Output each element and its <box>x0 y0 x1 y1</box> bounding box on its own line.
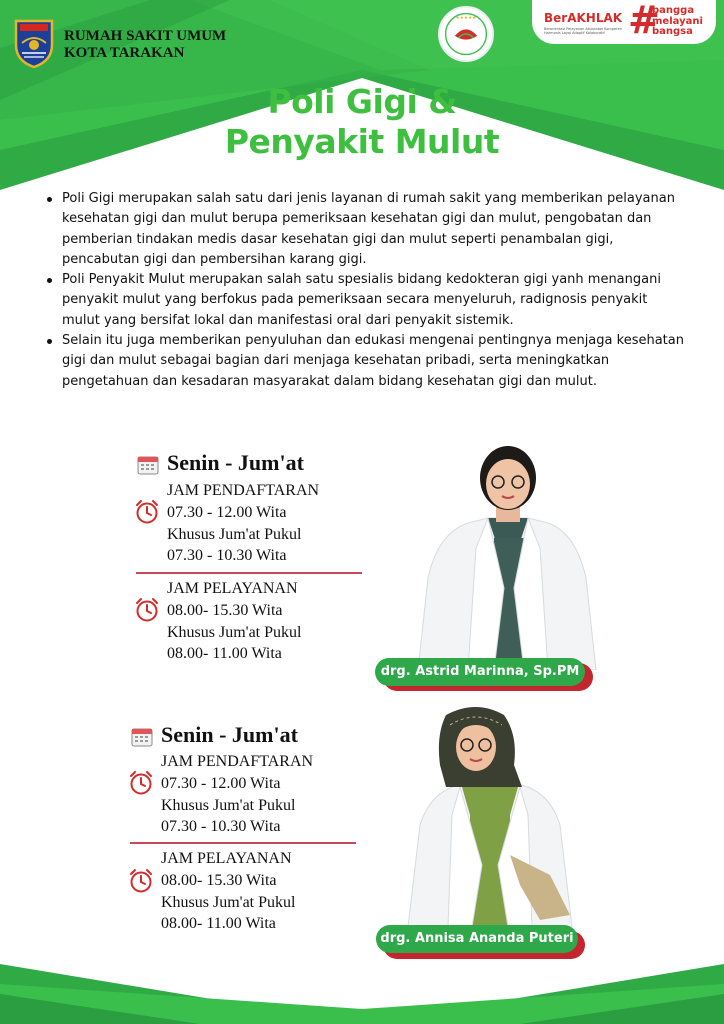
alarm-clock-icon <box>128 868 154 894</box>
service-hours: 08.00- 15.30 Wita <box>167 602 283 619</box>
calendar-icon <box>131 727 153 747</box>
registration-friday-hours: 07.30 - 10.30 Wita <box>161 818 281 835</box>
registration-friday-hours: 07.30 - 10.30 Wita <box>167 547 287 564</box>
tagline-line1: bangga <box>652 5 695 16</box>
registration-label: JAM PENDAFTARAN <box>161 753 314 770</box>
tagline-line2: melayani <box>652 15 703 27</box>
berakhlak-label: BerAKHLAK <box>544 11 623 25</box>
hash-icon: # <box>628 0 660 42</box>
doctor-name-badge: drg. Astrid Marinna, Sp.PM <box>375 658 585 686</box>
page-title <box>0 82 724 162</box>
schedule-day: Senin - Jum'at <box>167 450 304 475</box>
service-friday-hours: 08.00- 11.00 Wita <box>167 645 282 662</box>
hospital-name <box>64 28 226 62</box>
tagline <box>652 6 703 38</box>
service-friday-label: Khusus Jum'at Pukul <box>167 624 302 641</box>
hospital-name-line2: KOTA TARAKAN <box>64 45 185 61</box>
schedule-day: Senin - Jum'at <box>161 722 298 747</box>
calendar-icon <box>137 455 159 475</box>
alarm-clock-icon <box>134 597 160 623</box>
service-friday-hours: 08.00- 11.00 Wita <box>161 915 276 932</box>
schedule-divider <box>130 842 356 844</box>
page-title-line1: Poli Gigi & <box>267 82 457 121</box>
service-friday-label: Khusus Jum'at Pukul <box>161 894 296 911</box>
footer-background <box>0 934 724 1024</box>
registration-hours: 07.30 - 12.00 Wita <box>167 504 287 521</box>
tagline-line3: bangsa <box>652 26 693 37</box>
registration-hours: 07.30 - 12.00 Wita <box>161 775 281 792</box>
doctor-photo <box>390 705 590 927</box>
service-hours: 08.00- 15.30 Wita <box>161 872 277 889</box>
page-title-line2: Penyakit Mulut <box>224 122 500 161</box>
paripurna-accreditation-logo-icon <box>438 6 494 62</box>
tarakan-city-crest-icon <box>12 15 56 69</box>
alarm-clock-icon <box>134 499 160 525</box>
doctor-photo <box>398 438 618 670</box>
berakhlak-subtext: Berorientasi Pelayanan Akuntabel Kompeten Harmonis Loyal Adaptif Kolaboratif <box>544 27 622 35</box>
description-item: Poli Penyakit Mulut merupakan salah satu spesialis bidang kedokteran gigi yanh menangani penyakit mulut yang berfokus pada pemeriksaan secara menyeluruh, radignosis penyakit mulut yang bersifat lokal dan manifestasi oral dari penyakit sistemik. <box>44 270 684 331</box>
doctor-name-badge: drg. Annisa Ananda Puteri <box>376 925 578 953</box>
hospital-name-line1: RUMAH SAKIT UMUM <box>64 28 227 44</box>
svg-text:★★★★★: ★★★★★ <box>455 16 477 22</box>
registration-label: JAM PENDAFTARAN <box>167 482 320 499</box>
schedule-divider <box>136 572 362 574</box>
description-item: Selain itu juga memberikan penyuluhan dan edukasi mengenai pentingnya menjaga kesehatan gigi dan mulut sebagai bagian dari menjaga kesehatan pribadi, serta meningkatkan pengetahuan dan kesadaran masyarakat dalam bidang kesehatan gigi dan mulut. <box>44 331 684 392</box>
description-list <box>44 189 684 392</box>
description-item: Poli Gigi merupakan salah satu dari jenis layanan di rumah sakit yang memberikan pelayanan kesehatan gigi dan mulut berupa pemeriksaan kesehatan gigi dan mulut, pengobatan dan pemberian tindakan medis dasar kesehatan gigi dan mulut seperti penambalan gigi, pencabutan gigi dan pembersihan karang gigi. <box>44 189 684 270</box>
registration-friday-label: Khusus Jum'at Pukul <box>167 526 302 543</box>
registration-friday-label: Khusus Jum'at Pukul <box>161 797 296 814</box>
service-label: JAM PELAYANAN <box>167 580 298 597</box>
alarm-clock-icon <box>128 770 154 796</box>
service-label: JAM PELAYANAN <box>161 850 292 867</box>
